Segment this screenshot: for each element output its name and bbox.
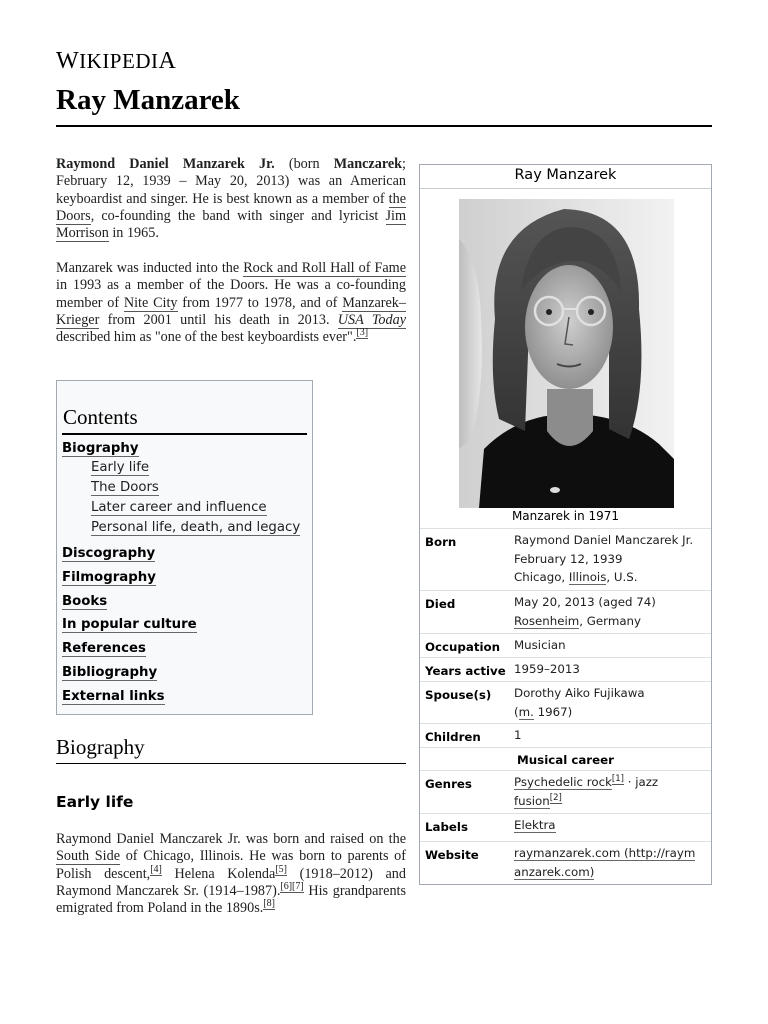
toc-label[interactable]: In popular culture — [62, 617, 197, 632]
musical-career-heading: Musical career — [517, 753, 614, 767]
toc-item-early-life[interactable] — [91, 460, 149, 475]
toc-label[interactable]: Books — [62, 594, 108, 609]
spouse-value — [514, 684, 709, 721]
section-divider — [56, 763, 406, 764]
toc-label[interactable]: Early life — [91, 460, 150, 475]
toc-label[interactable]: The Doors — [91, 480, 159, 495]
infobox-title: Ray Manzarek — [514, 167, 617, 183]
link-usa-today[interactable]: USA Today — [337, 311, 406, 328]
text-span: from 2001 until his death in 2013. — [99, 311, 338, 328]
born-value — [514, 531, 709, 587]
text-span: in 1965. — [108, 225, 159, 242]
ref-link[interactable]: [5] — [275, 863, 287, 875]
toc-label[interactable]: Filmography — [62, 570, 156, 585]
infobox-row-born — [420, 528, 711, 584]
text-span: Manzarek was inducted into the — [56, 260, 244, 276]
toc-divider — [62, 433, 307, 435]
children-value: 1 — [514, 728, 522, 742]
intro-paragraph-1 — [56, 156, 406, 242]
intro-paragraph-2 — [56, 260, 406, 346]
toc-item-references[interactable] — [62, 641, 146, 656]
toc-item-later-career[interactable] — [91, 500, 267, 515]
link-south-side[interactable]: South Side — [56, 848, 121, 865]
link-married[interactable]: m. — [518, 704, 534, 719]
infobox-row-genres — [420, 770, 711, 808]
occupation-label: Occupation — [425, 640, 501, 654]
toc-item-filmography[interactable] — [62, 570, 156, 585]
link-rock-hall[interactable]: Rock and Roll Hall of Fame — [243, 260, 406, 276]
subject-name: Raymond Daniel Manzarek Jr. — [56, 156, 275, 172]
early-life-paragraph — [56, 831, 406, 917]
link-jim-morrison[interactable]: Jim Morrison — [56, 207, 406, 242]
infobox-row-died — [420, 590, 711, 628]
toc-label[interactable]: Discography — [62, 546, 156, 561]
page-title: Ray Manzarek — [56, 84, 240, 116]
infobox-row-children — [420, 723, 711, 744]
genres-label: Genres — [425, 777, 472, 791]
infobox-title-divider — [420, 188, 711, 189]
years-active-label: Years active — [425, 664, 506, 678]
genres-line-2 — [514, 792, 709, 811]
genres-line-1 — [514, 773, 709, 792]
website-url-line-2[interactable]: anzarek.com) — [514, 864, 595, 879]
text-span: of Chicago, Illinois. He was born to parents of Polish descent, — [56, 848, 407, 882]
labels-label: Labels — [425, 820, 468, 834]
toc-label[interactable]: Bibliography — [62, 665, 158, 680]
link-manzarek-krieger[interactable]: Manzarek–Krieger — [56, 294, 406, 328]
text-span: ; February 12, 1939 – May 20, 2013) was an American keyboardist and singer. He is best known as a member of — [56, 156, 406, 207]
title-divider — [56, 125, 712, 127]
text-span: Raymond Daniel Manczarek Jr. was born and raised on the — [56, 831, 406, 847]
toc-item-the-doors[interactable] — [91, 480, 159, 495]
reference-4[interactable] — [150, 864, 162, 876]
died-value — [514, 593, 709, 630]
text-span: (born — [274, 156, 334, 172]
genre-reference-1[interactable] — [612, 774, 624, 785]
toc-item-discography[interactable] — [62, 546, 155, 561]
spouse-name: Dorothy Aiko Fujikawa — [514, 686, 645, 700]
ref-link[interactable]: [8] — [263, 898, 275, 910]
genre-separator: · jazz — [623, 775, 659, 789]
logo-final: A — [158, 48, 177, 74]
text-span: , co-founding the band with singer and lyricist — [90, 207, 386, 224]
link-psychedelic-rock[interactable]: Psychedelic rock — [514, 775, 612, 789]
text-span: described him as "one of the best keyboardists ever". — [56, 329, 357, 346]
toc-label[interactable]: External links — [62, 689, 165, 704]
table-of-contents — [56, 380, 313, 715]
website-url-line-1[interactable]: raymanzarek.com (http://raym — [514, 846, 696, 860]
text-span: in 1993 as a member of the Doors. He was a co-founding member of — [56, 277, 406, 311]
infobox-row-spouse — [420, 681, 711, 719]
text-span: from 1977 to 1978, and of — [177, 294, 343, 311]
infobox-section-row — [420, 747, 711, 767]
occupation-value: Musician — [514, 638, 566, 652]
ref-link[interactable]: [1] — [611, 774, 624, 785]
died-label: Died — [425, 597, 456, 611]
reference-8[interactable] — [263, 898, 275, 910]
subsection-heading-early-life: Early life — [56, 793, 134, 811]
toc-title: Contents — [63, 405, 138, 429]
toc-item-books[interactable] — [62, 594, 107, 609]
labels-value — [514, 816, 709, 835]
photo-caption: Manzarek in 1971 — [511, 509, 620, 523]
born-country: , U.S. — [606, 570, 638, 584]
ref-link[interactable]: [3] — [356, 327, 369, 339]
marriage-year: 1967) — [533, 704, 573, 719]
ref-link[interactable]: [4] — [150, 863, 162, 875]
text-span: Helena Kolenda — [161, 865, 276, 882]
spouse-label: Spouse(s) — [425, 688, 492, 702]
toc-item-bibliography[interactable] — [62, 665, 157, 680]
children-label: Children — [425, 730, 481, 744]
toc-label[interactable]: Biography — [62, 441, 139, 456]
toc-item-external-links[interactable] — [62, 689, 165, 704]
logo-rest: IKIPEDI — [79, 49, 159, 73]
infobox — [419, 164, 712, 885]
reference-6-7[interactable] — [280, 881, 303, 893]
toc-label[interactable]: References — [62, 641, 146, 656]
infobox-row-website — [420, 841, 711, 879]
genres-value — [514, 773, 709, 810]
link-illinois[interactable]: Illinois — [568, 570, 607, 584]
toc-label[interactable]: Personal life, death, and legacy — [91, 520, 301, 535]
link-elektra[interactable]: Elektra — [514, 818, 556, 832]
born-label: Born — [425, 535, 457, 549]
toc-item-personal-life[interactable] — [91, 520, 300, 535]
toc-label[interactable]: Later career and influence — [91, 500, 267, 515]
text-span: (1918–2012) and Raymond Manczarek Sr. (1914–1987). — [56, 865, 406, 899]
birth-name: Manczarek — [333, 156, 403, 172]
ref-link[interactable]: [2] — [549, 792, 562, 803]
born-city: Chicago, — [514, 570, 569, 584]
infobox-row-labels — [420, 813, 711, 834]
spouse-marriage — [514, 703, 709, 722]
paren-open: ( — [514, 704, 519, 719]
died-place — [514, 612, 709, 631]
genre-reference-2[interactable] — [550, 793, 562, 804]
link-nite-city[interactable]: Nite City — [123, 294, 178, 311]
infobox-row-occupation — [420, 633, 711, 654]
link-the-doors[interactable]: the Doors — [56, 190, 406, 224]
reference-5[interactable] — [275, 864, 287, 876]
born-name: Raymond Daniel Manczarek Jr. — [514, 533, 694, 547]
link-rosenheim[interactable]: Rosenheim — [514, 613, 580, 628]
toc-item-biography[interactable] — [62, 441, 139, 456]
toc-item-in-popular-culture[interactable] — [62, 617, 197, 632]
years-active-value: 1959–2013 — [514, 662, 580, 676]
website-link[interactable] — [514, 844, 709, 881]
section-heading-biography: Biography — [56, 735, 145, 759]
infobox-row-years-active — [420, 657, 711, 678]
died-date: May 20, 2013 (aged 74) — [514, 595, 656, 609]
born-date: February 12, 1939 — [514, 551, 623, 566]
reference-3[interactable] — [356, 327, 368, 339]
website-label: Website — [425, 848, 479, 862]
logo-initial: W — [56, 48, 80, 74]
wikipedia-logo[interactable] — [56, 48, 176, 75]
link-jazz-fusion[interactable]: fusion — [514, 793, 550, 808]
text-span: His grandparents emigrated from Poland in the 1890s. — [56, 882, 406, 917]
ref-link[interactable]: [6][7] — [280, 881, 304, 893]
portrait-photo[interactable] — [459, 199, 674, 508]
born-place — [514, 568, 709, 587]
died-country: , Germany — [579, 613, 642, 628]
